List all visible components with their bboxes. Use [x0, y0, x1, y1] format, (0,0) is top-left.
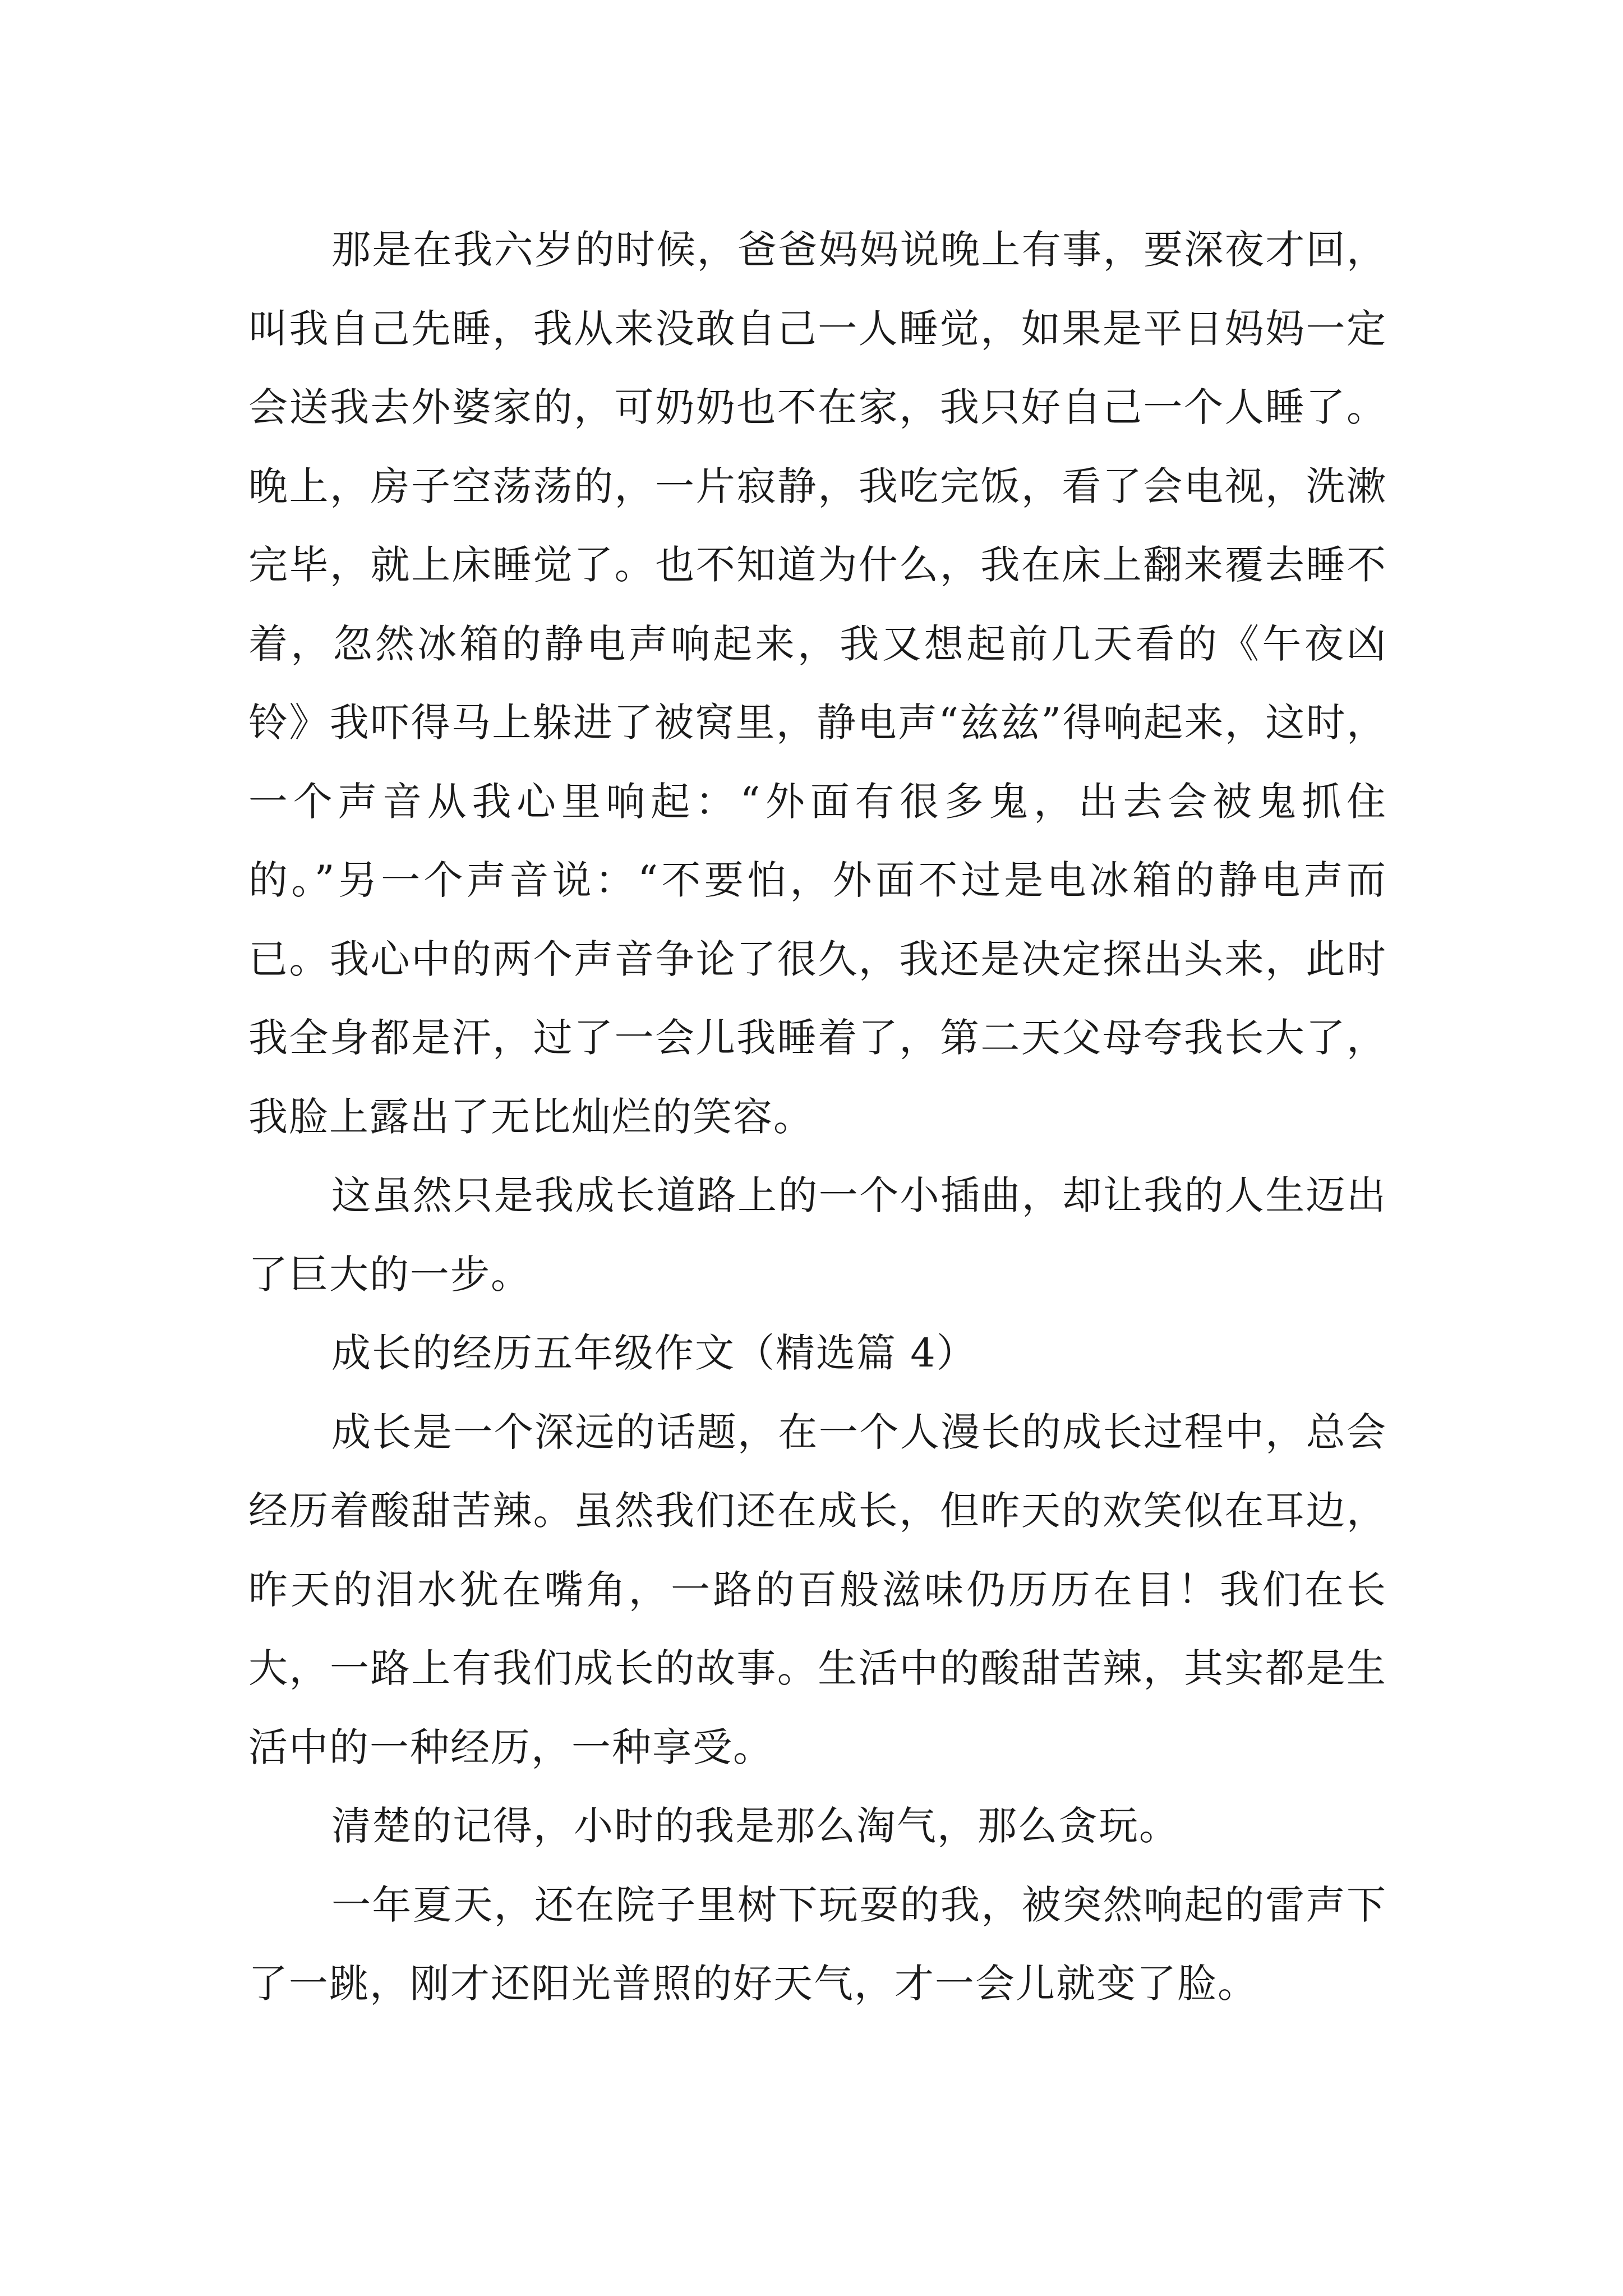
paragraph-growth-topic: 成长是一个深远的话题，在一个人漫长的成长过程中，总会经历着酸甜苦辣。虽然我们还在成长，但昨天的欢笑似在耳边，昨天的泪水犹在嘴角，一路的百般滋味仍历历在目！我们在长大，一路上有我们成长的故事。生活中的酸甜苦辣，其实都是生活中的一种经历，一种享受。: [248, 1409, 1387, 1770]
document-body: [248, 210, 1387, 2023]
paragraph-night-alone: 那是在我六岁的时候，爸爸妈妈说晚上有事，要深夜才回，叫我自己先睡，我从来没敢自己一人睡觉，如果是平日妈妈一定会送我去外婆家的，可奶奶也不在家，我只好自己一个人睡了。晚上，房子空荡荡的，一片寂静，我吃完饭，看了会电视，洗漱完毕，就上床睡觉了。也不知道为什么，我在床上翻来覆去睡不着，忽然冰箱的静电声响起来，我又想起前几天看的《午夜凶铃》我吓得马上躲进了被窝里，静电声“兹兹”得响起来，这时，一个声音从我心里响起：“外面有很多鬼，出去会被鬼抓住的。”另一个声音说：“不要怕，外面不过是电冰箱的静电声而已。我心中的两个声音争论了很久，我还是决定探出头来，此时我全身都是汗，过了一会儿我睡着了，第二天父母夸我长大了，我脸上露出了无比灿烂的笑容。: [248, 227, 1387, 1140]
paragraph-summer-thunder: 一年夏天，还在院子里树下玩耍的我，被突然响起的雷声下了一跳，刚才还阳光普照的好天气，才一会儿就变了脸。: [248, 1881, 1387, 2007]
paragraph-childhood: 清楚的记得，小时的我是那么淘气，那么贪玩。: [331, 1803, 1179, 1849]
section-title: 成长的经历五年级作文（精选篇 4）: [331, 1330, 977, 1376]
paragraph-growth-episode: 这虽然只是我成长道路上的一个小插曲，却让我的人生迈出了巨大的一步。: [248, 1172, 1387, 1297]
